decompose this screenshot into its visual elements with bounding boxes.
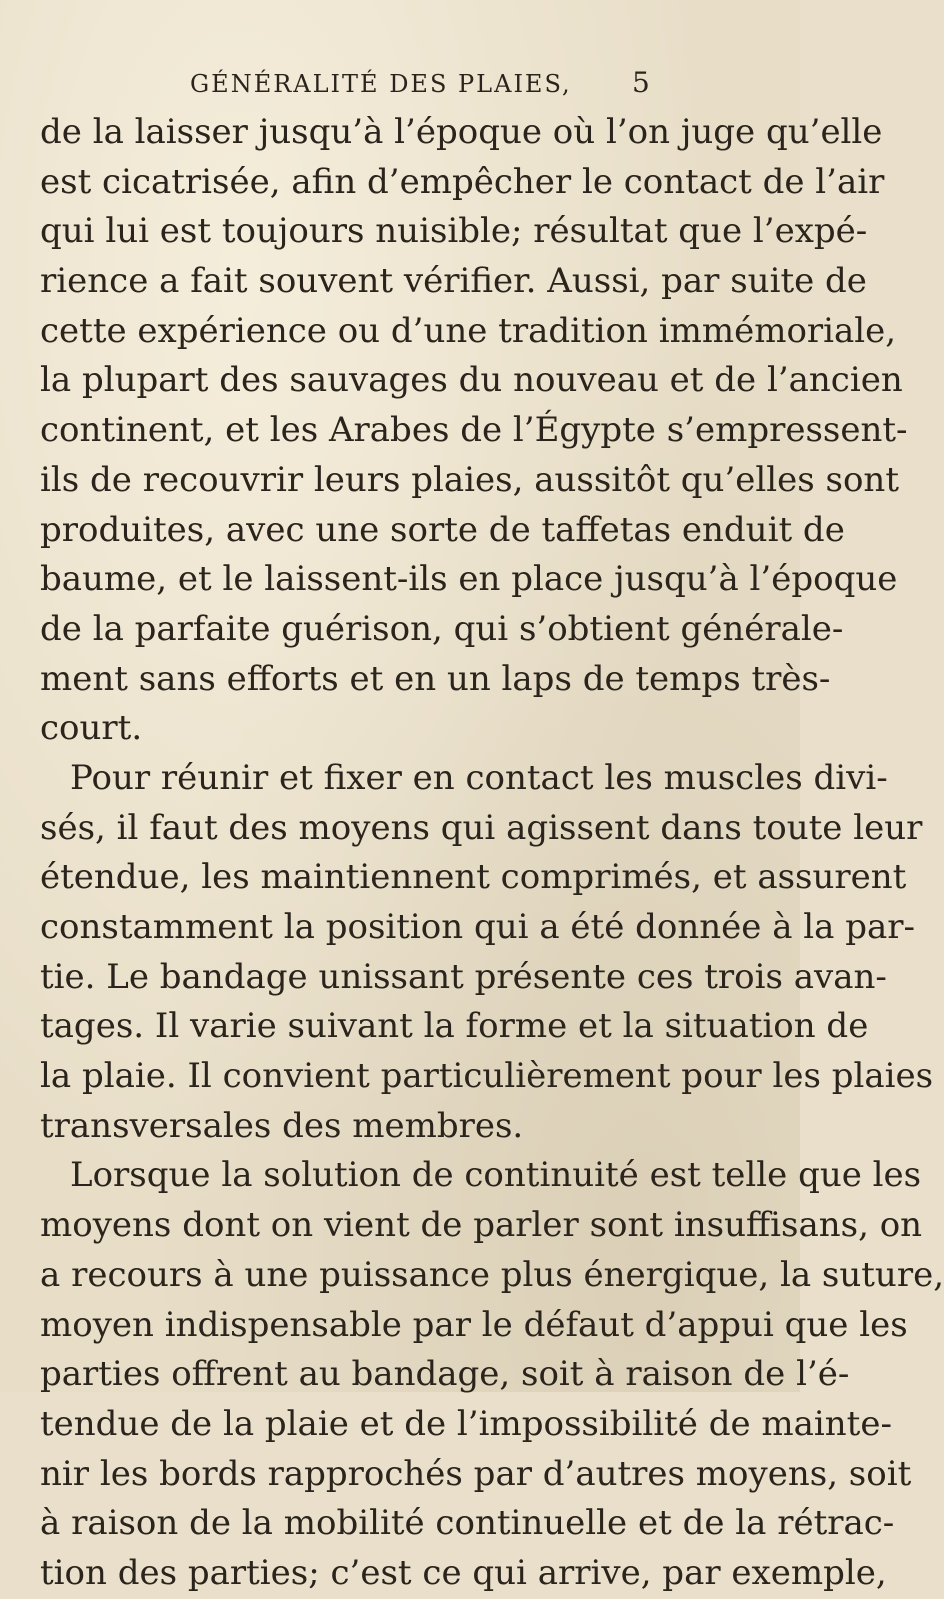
text-line: est cicatrisée, afin d’empêcher le contact de l’air <box>40 161 885 202</box>
paragraph-end-line: transversales des membres. <box>40 1105 524 1146</box>
text-line: à raison de la mobilité continuelle et de la rétrac- <box>40 1503 895 1544</box>
text-line: la plaie. Il convient particulièrement pour les plaies <box>40 1056 934 1097</box>
text-line: nir les bords rapprochés par d’autres moyens, soit <box>40 1453 912 1494</box>
text-line: tendue de la plaie et de l’impossibilité de mainte- <box>40 1403 892 1444</box>
text-line: moyen indispensable par le défaut d’appui que les <box>40 1304 908 1345</box>
paragraph-end-line: court. <box>40 708 143 749</box>
text-line: tion des parties; c’est ce qui arrive, par exemple, <box>40 1552 887 1593</box>
text-line: ment sans efforts et en un laps de temps très- <box>40 658 831 699</box>
text-line: produites, avec une sorte de taffetas enduit de <box>40 509 845 550</box>
text-line: rience a fait souvent vérifier. Aussi, par suite de <box>40 261 867 302</box>
text-line: étendue, les maintiennent comprimés, et assurent <box>40 857 907 898</box>
text-line: de la parfaite guérison, qui s’obtient générale- <box>40 608 844 649</box>
running-head: GÉNÉRALITÉ DES PLAIES, <box>190 70 572 98</box>
text-line: la plupart des sauvages du nouveau et de l’ancien <box>40 360 903 401</box>
page-number: 5 <box>632 66 650 99</box>
text-line: continent, et les Arabes de l’Égypte s’empressent- <box>40 410 908 451</box>
paragraph-start-line: Lorsque la solution de continuité est telle que les <box>70 1155 922 1196</box>
text-line: constamment la position qui a été donnée à la par- <box>40 907 916 947</box>
text-line: cette expérience ou d’une tradition immémoriale, <box>40 310 897 351</box>
text-line: parties offrent au bandage, soit à raison de l’é- <box>40 1354 850 1395</box>
text-line: baume, et le laissent-ils en place jusqu’à l’époque <box>40 559 898 600</box>
text-line: sés, il faut des moyens qui agissent dans toute leur <box>40 807 923 848</box>
text-line: tie. Le bandage unissant présente ces trois avan- <box>40 956 887 997</box>
text-line: qui lui est toujours nuisible; résultat que l’expé- <box>40 211 868 252</box>
text-line: moyens dont on vient de parler sont insuffisans, on <box>40 1205 923 1246</box>
text-line: tages. Il varie suivant la forme et la situation de <box>40 1006 869 1047</box>
text-line: a recours à une puissance plus énergique, la suture, <box>40 1254 944 1295</box>
text-line: de la laisser jusqu’à l’époque où l’on juge qu’elle <box>40 112 883 152</box>
text-line: ils de recouvrir leurs plaies, aussitôt qu’elles sont <box>40 459 899 500</box>
body-text <box>40 108 944 1599</box>
paragraph-start-line: Pour réunir et fixer en contact les muscles divi- <box>70 757 888 798</box>
